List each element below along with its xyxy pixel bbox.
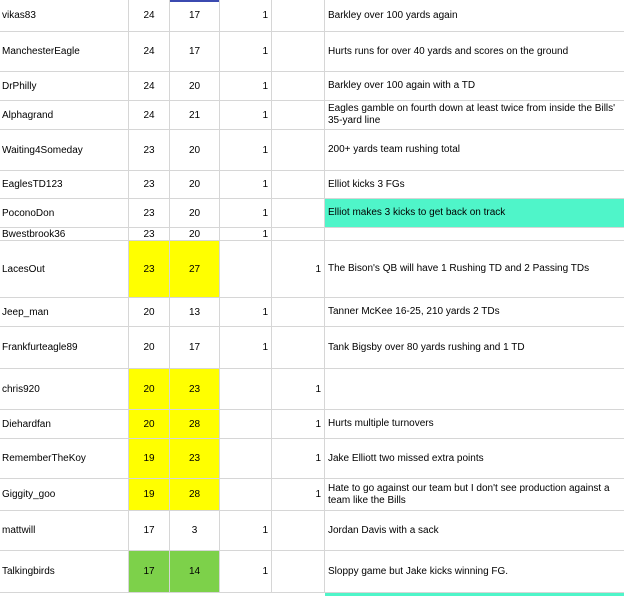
cell-pick-f-text: 1 [262, 566, 268, 577]
cell-score-a-text: 20 [143, 418, 155, 430]
cell-score-a[interactable] [129, 0, 170, 31]
cell-note[interactable] [325, 241, 624, 297]
cell-pick-g[interactable] [272, 101, 325, 129]
table-row [0, 130, 624, 171]
cell-pick-f[interactable] [220, 369, 272, 409]
cell-score-b[interactable] [170, 241, 220, 297]
cell-name[interactable] [0, 241, 129, 297]
cell-score-b-text: 23 [188, 453, 201, 464]
cell-pick-f[interactable] [220, 199, 272, 227]
cell-pick-g-text: 1 [315, 453, 321, 464]
cell-pick-f[interactable] [220, 511, 272, 550]
cell-note-text: 200+ yards team rushing total [328, 144, 461, 155]
cell-score-b[interactable] [170, 101, 220, 129]
cell-score-a-text: 23 [143, 263, 155, 275]
cell-pick-f-text: 1 [262, 109, 268, 121]
cell-note-text: Sloppy game but Jake kicks winning FG. [328, 565, 509, 577]
cell-pick-f-text: 1 [262, 80, 268, 92]
cell-score-b-text: 28 [188, 418, 201, 430]
cell-pick-f-text: 1 [262, 144, 268, 156]
cell-score-a[interactable] [129, 241, 170, 297]
cell-name[interactable] [0, 369, 129, 409]
cell-note-text: Elliot kicks 3 FGs [328, 178, 405, 190]
cell-score-b[interactable] [170, 32, 220, 71]
cell-name-text: DrPhilly [2, 80, 37, 92]
cell-score-b[interactable] [170, 0, 220, 31]
cell-pick-f-text: 1 [262, 179, 268, 190]
cell-pick-f[interactable] [220, 32, 272, 71]
cell-pick-g[interactable] [272, 72, 325, 100]
cell-name[interactable] [0, 101, 129, 129]
table-row [0, 32, 624, 72]
cell-score-b-text: 20 [188, 179, 201, 190]
cell-pick-f[interactable] [220, 410, 272, 438]
cell-note[interactable] [325, 479, 624, 510]
cell-note[interactable] [325, 101, 624, 129]
cell-note[interactable] [325, 171, 624, 198]
cell-pick-f[interactable] [220, 327, 272, 368]
cell-pick-g[interactable] [272, 369, 325, 409]
cell-note-text: Tank Bigsby over 80 yards rushing and 1 TD [328, 341, 525, 353]
table-row [0, 241, 624, 298]
cell-name[interactable] [0, 410, 129, 438]
cell-pick-g[interactable] [272, 410, 325, 438]
cell-pick-g[interactable] [272, 228, 325, 240]
cell-score-b-text: 20 [188, 228, 201, 240]
cell-score-b[interactable] [170, 228, 220, 240]
cell-score-b[interactable] [170, 199, 220, 227]
cell-score-b[interactable] [170, 327, 220, 368]
cell-name-text: Giggity_goo [2, 489, 56, 500]
cell-score-a[interactable] [129, 72, 170, 100]
cell-pick-g-text: 1 [315, 383, 321, 395]
cell-name[interactable] [0, 72, 129, 100]
cell-pick-g-text: 1 [315, 418, 321, 430]
cell-pick-f[interactable] [220, 551, 272, 592]
cell-pick-f-text: 1 [262, 207, 268, 219]
cell-name-text: RememberTheKoy [2, 453, 86, 464]
cell-score-b-text: 23 [188, 383, 201, 395]
cell-score-b[interactable] [170, 479, 220, 510]
cell-note[interactable] [325, 439, 624, 478]
table-row [0, 199, 624, 228]
cell-note[interactable] [325, 32, 624, 71]
cell-name-text: Waiting4Someday [2, 144, 83, 156]
cell-note[interactable] [325, 410, 624, 438]
cell-score-a[interactable] [129, 479, 170, 510]
cell-pick-f-text: 1 [262, 228, 268, 240]
table-row [0, 511, 624, 551]
cell-pick-g[interactable] [272, 479, 325, 510]
table-row [0, 0, 624, 32]
cell-pick-f[interactable] [220, 298, 272, 326]
cell-pick-f-text: 1 [262, 10, 268, 21]
cell-score-a[interactable] [129, 298, 170, 326]
cell-score-a-text: 23 [143, 228, 155, 240]
cell-name-text: EaglesTD123 [2, 179, 63, 190]
cell-name[interactable] [0, 0, 129, 31]
cell-note-text: Hate to go against our team but I don't see production against a team like the Bills [328, 482, 610, 506]
cell-note[interactable] [325, 0, 624, 31]
cell-name[interactable] [0, 228, 129, 240]
table-row [0, 298, 624, 327]
cell-score-a[interactable] [129, 32, 170, 71]
cell-pick-f-text: 1 [262, 342, 268, 353]
cell-pick-f[interactable] [220, 101, 272, 129]
cell-pick-f[interactable] [220, 130, 272, 170]
cell-score-a[interactable] [129, 171, 170, 198]
cell-score-a-text: 19 [143, 489, 155, 500]
cell-note[interactable] [325, 327, 624, 368]
cell-pick-g[interactable] [272, 551, 325, 592]
cell-name-text: mattwill [2, 525, 36, 536]
cell-name-text: vikas83 [2, 10, 36, 21]
cell-score-b-text: 17 [188, 46, 201, 57]
table-row [0, 101, 624, 130]
cell-name[interactable] [0, 130, 129, 170]
cell-score-a[interactable] [129, 199, 170, 227]
cell-score-a-text: 24 [143, 10, 155, 21]
cell-score-b[interactable] [170, 298, 220, 326]
cell-pick-f[interactable] [220, 479, 272, 510]
cell-note[interactable] [325, 369, 624, 409]
cell-name[interactable] [0, 479, 129, 510]
cell-name[interactable] [0, 327, 129, 368]
cell-score-a-text: 20 [143, 306, 155, 318]
cell-name[interactable] [0, 551, 129, 592]
cell-pick-g[interactable] [272, 32, 325, 71]
cell-score-a-text: 17 [143, 566, 155, 577]
cell-pick-f[interactable] [220, 171, 272, 198]
cell-name-text: Talkingbirds [2, 566, 55, 577]
cell-name-text: Alphagrand [2, 109, 54, 121]
cell-score-a-text: 24 [143, 80, 155, 92]
cell-pick-f[interactable] [220, 241, 272, 297]
cell-note[interactable] [325, 199, 624, 227]
cell-note-text: Jake Elliott two missed extra points [328, 452, 484, 464]
cell-note-text: Jordan Davis with a sack [328, 524, 439, 536]
cell-pick-g[interactable] [272, 511, 325, 550]
cell-score-b-text: 20 [188, 207, 201, 219]
cell-score-b[interactable] [170, 439, 220, 478]
cell-pick-g[interactable] [272, 199, 325, 227]
cell-name-text: Diehardfan [2, 418, 51, 430]
cell-score-a-text: 24 [143, 109, 155, 121]
cell-note[interactable] [325, 511, 624, 550]
cell-name-text: Bwestbrook36 [2, 228, 66, 240]
cell-name[interactable] [0, 511, 129, 550]
cell-pick-f-text: 1 [262, 525, 268, 536]
cell-score-b[interactable] [170, 410, 220, 438]
cell-pick-g[interactable] [272, 298, 325, 326]
cell-score-a[interactable] [129, 410, 170, 438]
cell-score-a[interactable] [129, 327, 170, 368]
table-row [0, 171, 624, 199]
cell-note-text: Hurts runs for over 40 yards and scores on the ground [328, 45, 569, 57]
cell-pick-g-text: 1 [315, 489, 321, 500]
cell-score-a-text: 20 [143, 342, 155, 353]
cell-pick-g[interactable] [272, 439, 325, 478]
cell-note-text: Barkley over 100 again with a TD [328, 80, 476, 91]
cell-pick-f[interactable] [220, 0, 272, 31]
cell-score-a-text: 23 [143, 207, 155, 219]
cell-score-a[interactable] [129, 439, 170, 478]
cell-name[interactable] [0, 171, 129, 198]
cell-score-b[interactable] [170, 369, 220, 409]
cell-note[interactable] [325, 130, 624, 170]
cell-score-b-text: 13 [188, 306, 201, 318]
table-row [0, 327, 624, 369]
cell-pick-f-text: 1 [262, 46, 268, 57]
table-row [0, 72, 624, 101]
cell-pick-f[interactable] [220, 228, 272, 240]
cell-pick-f[interactable] [220, 72, 272, 100]
cell-note[interactable] [325, 298, 624, 326]
cell-pick-f-text: 1 [262, 306, 268, 318]
cell-score-a-text: 17 [143, 525, 155, 536]
cell-name[interactable] [0, 32, 129, 71]
cell-name[interactable] [0, 199, 129, 227]
cell-note-text: Eagles gamble on fourth down at least twice from inside the Bills' 35-yard line [328, 103, 616, 126]
cell-note-text: Elliot makes 3 kicks to get back on track [328, 207, 506, 218]
cell-pick-g[interactable] [272, 241, 325, 297]
cell-score-a[interactable] [129, 551, 170, 592]
cell-score-b-text: 20 [188, 144, 201, 156]
cell-name-text: PoconoDon [2, 207, 55, 219]
cell-note[interactable] [325, 551, 624, 592]
cell-score-a-text: 23 [143, 179, 155, 190]
cell-note-text: The Bison's QB will have 1 Rushing TD and 2 Passing TDs [328, 263, 590, 274]
table-row [0, 228, 624, 241]
cell-pick-g[interactable] [272, 0, 325, 31]
table-row [0, 410, 624, 439]
cell-name-text: chris920 [2, 383, 40, 395]
cell-score-a-text: 24 [143, 46, 155, 57]
cell-name-text: ManchesterEagle [2, 46, 80, 57]
cell-score-a[interactable] [129, 511, 170, 550]
cell-score-a-text: 20 [143, 383, 155, 395]
cell-score-a[interactable] [129, 101, 170, 129]
cell-score-a-text: 23 [143, 144, 155, 156]
cell-pick-g[interactable] [272, 327, 325, 368]
table-row [0, 551, 624, 593]
cell-name[interactable] [0, 439, 129, 478]
cell-pick-g[interactable] [272, 171, 325, 198]
cell-score-b-text: 3 [191, 525, 198, 536]
cell-score-b[interactable] [170, 511, 220, 550]
cell-note-text: Barkley over 100 yards again [328, 9, 458, 21]
cell-score-b-text: 21 [188, 109, 201, 121]
cell-score-b-text: 27 [188, 263, 201, 275]
table-row [0, 479, 624, 511]
cell-name-text: Jeep_man [2, 306, 49, 318]
cell-name-text: LacesOut [2, 263, 45, 275]
cell-score-b[interactable] [170, 130, 220, 170]
cell-note[interactable] [325, 72, 624, 100]
table-row [0, 439, 624, 479]
cell-pick-f[interactable] [220, 439, 272, 478]
cell-score-a[interactable] [129, 369, 170, 409]
cell-score-b-text: 17 [188, 342, 201, 353]
cell-score-b[interactable] [170, 551, 220, 592]
cell-score-b[interactable] [170, 171, 220, 198]
cell-score-b-text: 28 [188, 489, 201, 500]
cell-pick-g[interactable] [272, 130, 325, 170]
cell-score-b-text: 17 [188, 10, 201, 21]
cell-score-b-text: 14 [188, 566, 201, 577]
cell-score-a[interactable] [129, 228, 170, 240]
cell-name[interactable] [0, 298, 129, 326]
cell-note[interactable] [325, 228, 624, 240]
table-row [0, 369, 624, 410]
cell-pick-g-text: 1 [315, 263, 321, 275]
cell-score-a[interactable] [129, 130, 170, 170]
cell-note-text: Tanner McKee 16-25, 210 yards 2 TDs [328, 306, 500, 317]
cell-score-a-text: 19 [143, 453, 155, 464]
cell-note-text: Hurts multiple turnovers [328, 418, 434, 429]
cell-score-b[interactable] [170, 72, 220, 100]
cell-name-text: Frankfurteagle89 [2, 342, 78, 353]
cell-score-b-text: 20 [188, 80, 201, 92]
